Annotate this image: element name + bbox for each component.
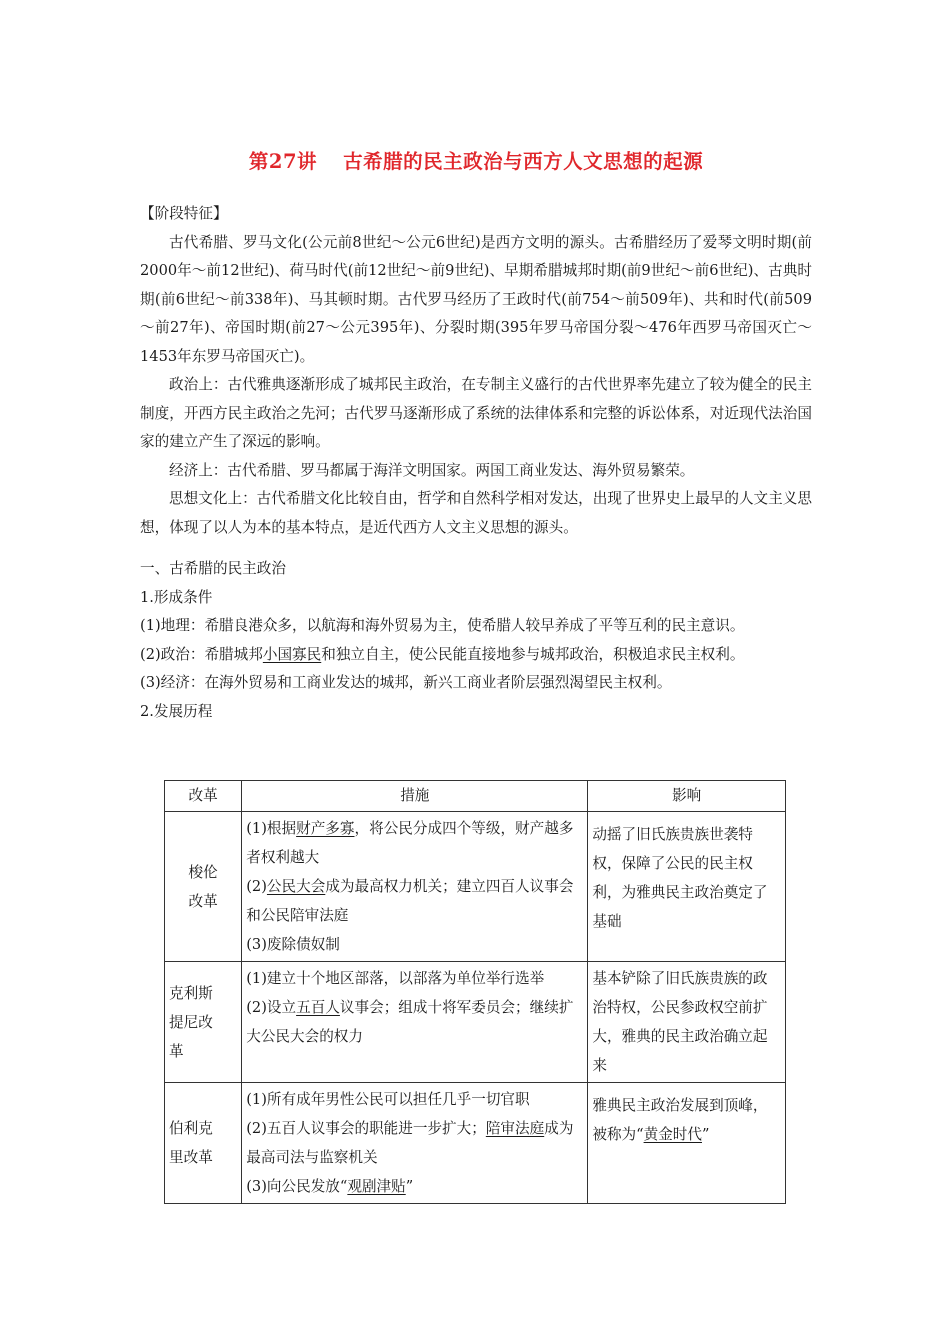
reform-name-line: 里改革 xyxy=(169,1149,213,1166)
text-run: (1)所有成年男性公民可以担任几乎一切官职 xyxy=(246,1091,530,1108)
section-heading: 一、古希腊的民主政治 xyxy=(140,560,286,577)
stage-paragraph-2: 政治上：古代雅典逐渐形成了城邦民主政治，在专制主义盛行的古代世界率先建立了较为健全的民主制度，开西方民主政治之先河；古代罗马逐渐形成了系统的法律体系和完整的诉讼体系，对近现代法治国家的建立产生了深远的影响。 xyxy=(140,376,812,450)
text-run: 和独立自主，使公民能直接地参与城邦政治，积极追求民主权利。 xyxy=(321,645,745,663)
stage-heading: 【阶段特征】 xyxy=(140,205,228,222)
impact-cell xyxy=(588,812,786,962)
text-run: (3)向公民发放“ xyxy=(246,1178,348,1195)
reform-name-line: 革 xyxy=(169,1042,184,1060)
underlined-term: 陪审法庭 xyxy=(485,1120,545,1137)
lecture-number: 第27讲 xyxy=(248,150,318,173)
reform-name xyxy=(165,1114,241,1172)
text-run: (2) xyxy=(246,878,267,895)
measures-cell xyxy=(242,812,588,962)
measure-item xyxy=(242,1083,587,1203)
reform-name-cell xyxy=(165,1083,242,1204)
reform-name-line: 伯利克 xyxy=(169,1120,213,1137)
reform-name-line: 提尼改 xyxy=(169,1013,213,1031)
condition-geography: (1)地理：希腊良港众多，以航海和海外贸易为主，使希腊人较早养成了平等互利的民主意识。 xyxy=(140,617,745,634)
underlined-term: 黄金时代 xyxy=(643,1126,702,1143)
text-run: (2)政治：希腊城邦 xyxy=(140,645,263,663)
text-run: (1)建立十个地区部落，以部落为单位举行选举 xyxy=(246,970,545,987)
table-row-cleisthenes xyxy=(165,962,786,1083)
reform-name-cell xyxy=(165,812,242,962)
reform-name-line: 改革 xyxy=(188,892,218,910)
impact-text: 基本铲除了旧氏族贵族的政治特权，公民参政权空前扩大，雅典的民主政治确立起来 xyxy=(592,970,768,1074)
text-run: ，将公民分成四个等级，财产越多者权利越大 xyxy=(246,820,574,866)
table-header-row xyxy=(165,781,786,812)
underlined-term: 观剧津贴 xyxy=(347,1178,406,1195)
table-row-solon xyxy=(165,812,786,962)
stage-paragraph-3: 经济上：古代希腊、罗马都属于海洋文明国家。两国工商业发达、海外贸易繁荣。 xyxy=(169,461,695,479)
text-run: (2)设立 xyxy=(246,999,297,1016)
text-run: ” xyxy=(405,1178,414,1195)
democracy-section xyxy=(140,555,812,726)
subheading-development: 2.发展历程 xyxy=(140,702,213,720)
underlined-term: 公民大会 xyxy=(266,878,326,895)
subheading-conditions: 1.形成条件 xyxy=(140,588,213,606)
lecture-title: 古希腊的民主政治与西方人文思想的起源 xyxy=(343,150,704,173)
reform-name-line: 梭伦 xyxy=(188,863,218,881)
reform-name xyxy=(165,979,241,1066)
measures-cell xyxy=(242,962,588,1083)
condition-politics xyxy=(140,641,812,670)
impact-cell xyxy=(588,962,786,1083)
text-run: (2)五百人议事会的职能进一步扩大； xyxy=(246,1120,486,1137)
text-run: 议事会；组成十将军委员会；继续扩大公民大会的权力 xyxy=(246,999,574,1045)
header-measures: 措施 xyxy=(242,781,588,812)
measure-item xyxy=(242,812,587,961)
underlined-term: 小国寡民 xyxy=(262,645,322,663)
text-run: 成为最高司法与监察机关 xyxy=(246,1120,574,1166)
reform-table xyxy=(164,780,786,1204)
reform-name-line: 克利斯 xyxy=(169,984,213,1002)
measure-item xyxy=(242,962,587,1053)
reform-name xyxy=(165,858,241,916)
reform-name-cell xyxy=(165,962,242,1083)
header-reform: 改革 xyxy=(165,781,242,812)
stage-paragraph-4: 思想文化上：古代希腊文化比较自由，哲学和自然科学相对发达，出现了世界史上最早的人文主义思想，体现了以人为本的基本特点，是近代西方人文主义思想的源头。 xyxy=(140,490,812,536)
table-row-pericles xyxy=(165,1083,786,1204)
page-title xyxy=(140,146,812,174)
underlined-term: 五百人 xyxy=(296,999,340,1016)
stage-features-section xyxy=(140,200,812,542)
text-run: (1)根据 xyxy=(246,820,297,837)
text-run: (3)废除债奴制 xyxy=(246,936,340,953)
condition-economy: (3)经济：在海外贸易和工商业发达的城邦，新兴工商业者阶层强烈渴望民主权利。 xyxy=(140,674,672,691)
header-impact: 影响 xyxy=(588,781,786,812)
impact-text xyxy=(588,1083,785,1151)
impact-cell xyxy=(588,1083,786,1204)
text-run: 成为最高权力机关；建立四百人议事会和公民陪审法庭 xyxy=(246,878,574,924)
stage-paragraph-1: 古代希腊、罗马文化(公元前8世纪～公元6世纪)是西方文明的源头。古希腊经历了爱琴文明时期(前2000年～前12世纪)、荷马时代(前12世纪～前9世纪)、早期希腊城邦时期(前9世纪～前6世纪)、古典时期(前6世纪～前338年)、马其顿时期。古代罗马经历了王政时代(前754～前509年)、共和时代(前509～前27年)、帝国时期(前27～公元395年)、分裂时期(395年罗马帝国分裂～476年西罗马帝国灭亡～1453年东罗马帝国灭亡)。 xyxy=(140,233,812,365)
text-run: 雅典民主政治发展到顶峰，被称为“ xyxy=(592,1097,768,1143)
impact-text: 动摇了旧氏族贵族世袭特权，保障了公民的民主权利，为雅典民主政治奠定了基础 xyxy=(592,826,768,930)
text-run: ” xyxy=(701,1126,710,1143)
measures-cell xyxy=(242,1083,588,1204)
underlined-term: 财产多寡 xyxy=(296,820,355,837)
